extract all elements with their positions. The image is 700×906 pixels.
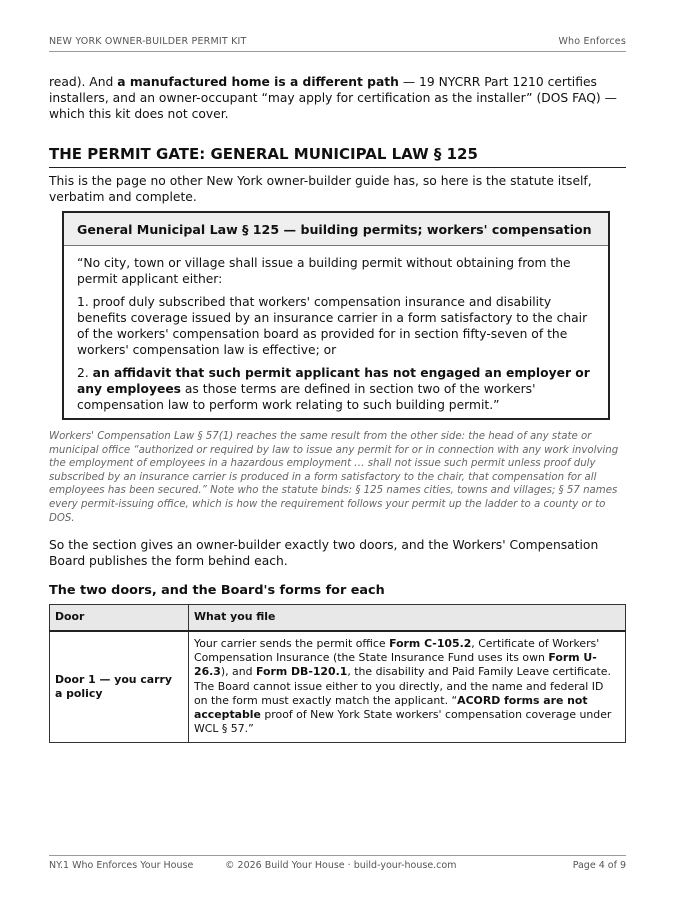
statute-box (62, 211, 610, 420)
cell-emphasis: ACORD forms are not acceptable (194, 693, 588, 722)
column-header-file: What you file (189, 605, 626, 632)
statute-emphasis: an affidavit that such permit applicant has not engaged an employer or any employees (77, 366, 590, 396)
section-lead: This is the page no other New York owner-builder guide has, so here is the statute itself, verbatim and complete. (49, 174, 592, 204)
statute-note: Workers' Compensation Law § 57(1) reaches the same result from the other side: the head of any state or municipal office “authorized or required by law to issue any permit for or in connection with any work involving the employment of employees in a hazardous employment … shall not issue such permit unless proof duly subscribed by an insurance carrier is produced in a form satisfactory to the chair, that compensation for all employees has been secured.” Note who the statute binds: § 125 names cities, towns and villages; § 57 names every permit-issuing office, which is how the requirement follows your permit up the ladder to a county or to DOS. (49, 431, 619, 524)
intro-text-2: — 19 NYCRR Part 1210 certifies installers, and an owner-occupant “may apply for certification as the installer” (DOS FAQ) — which this kit does not cover. (49, 75, 617, 121)
cell-text: , the disability and Paid Family Leave certificate. The Board cannot issue either to you directly, and the name and federal ID on the form must exactly match the applicant. “ (194, 665, 611, 707)
table-header-row (50, 605, 626, 632)
file-cell (189, 631, 626, 743)
cell-text: , Certificate of Workers' Compensation Insurance (the State Insurance Fund uses its own (194, 637, 600, 665)
running-footer (49, 855, 626, 871)
statute-heading: General Municipal Law § 125 — building permits; workers' compensation (64, 213, 608, 246)
statute-text: as those terms are defined in section two of the workers' compensation law to perform work relating to such building permit.” (77, 382, 536, 412)
cell-text: Your carrier sends the permit office (194, 637, 390, 650)
running-header (49, 36, 626, 52)
section-heading: THE PERMIT GATE: GENERAL MUNICIPAL LAW § 125 (49, 144, 626, 168)
page-number: Page 4 of 9 (572, 860, 626, 871)
statute-paragraph-3 (77, 365, 595, 413)
intro-text-1: read). And (49, 75, 118, 89)
intro-emphasis: a manufactured home is a different path (117, 75, 399, 89)
footer-copyright: © 2026 Build Your House · build-your-house.com (225, 860, 457, 871)
table-title: The two doors, and the Board's forms for each (49, 583, 385, 598)
header-kit-title: NEW YORK OWNER-BUILDER PERMIT KIT (49, 36, 247, 47)
doors-table (49, 604, 626, 743)
doors-paragraph: So the section gives an owner-builder exactly two doors, and the Workers' Compensation Board publishes the form behind each. (49, 538, 599, 568)
table-row (50, 631, 626, 743)
form-name: Form DB-120.1 (256, 665, 348, 679)
statute-paragraph-1: “No city, town or village shall issue a building permit without obtaining from the permit applicant either: (77, 256, 571, 286)
statute-item-number: 2. (77, 366, 93, 380)
cell-text: ), and (220, 665, 256, 679)
form-name: Form U-26.3 (194, 651, 597, 679)
column-header-door: Door (50, 605, 189, 632)
intro-paragraph (49, 74, 626, 122)
statute-body (64, 246, 608, 413)
header-chapter: Who Enforces (558, 36, 626, 47)
statute-paragraph-2: 1. proof duly subscribed that workers' compensation insurance and disability benefits coverage issued by an insurance carrier in a form satisfactory to the chair of the workers' compensation board as provided for in section fifty-seven of the workers' compensation law is effective; or (77, 295, 588, 357)
cell-text: proof of New York State workers' compensation coverage under WCL § 57.” (194, 708, 612, 736)
form-name: Form C-105.2 (389, 637, 472, 650)
footer-chapter: NY.1 Who Enforces Your House (49, 860, 194, 871)
door-cell: Door 1 — you carry a policy (50, 631, 189, 743)
